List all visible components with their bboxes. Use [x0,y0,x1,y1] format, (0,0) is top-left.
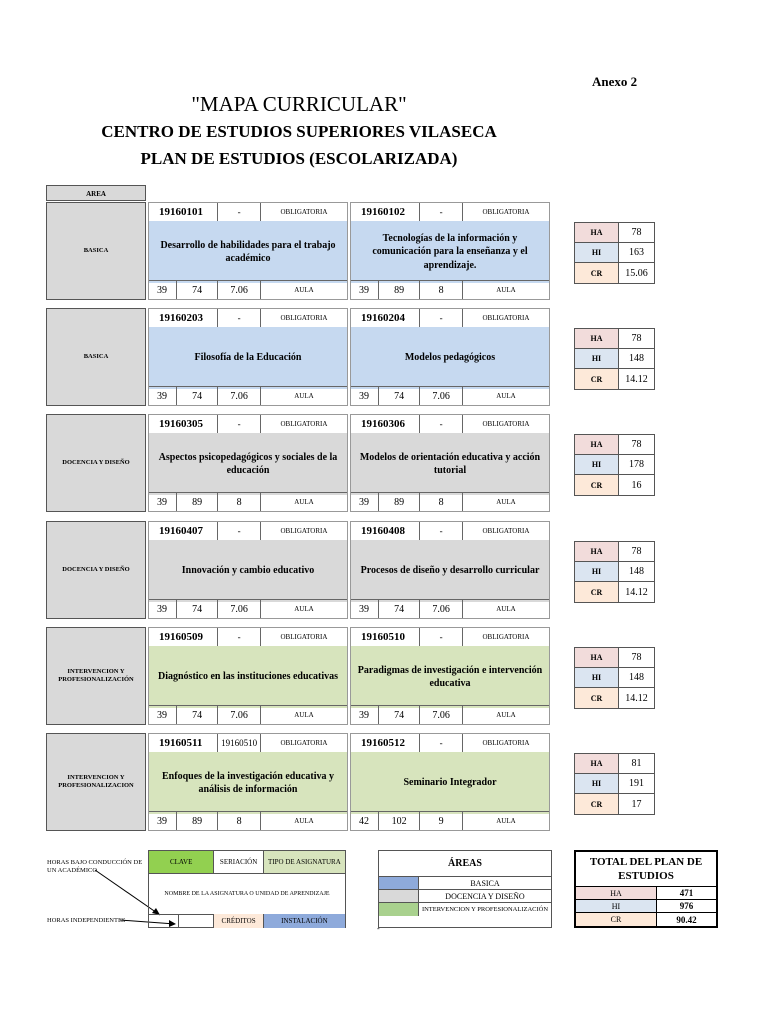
course-cr: 7.06 [420,706,463,724]
course-seriacion: - [218,628,261,646]
legend-tipo: TIPO DE ASIGNATURA [264,851,345,873]
totals-ha-label: HA [575,542,619,561]
totals-ha-value: 78 [631,652,642,663]
course-instalacion: AULA [294,392,314,400]
totals-cr-value: 14.12 [625,586,648,598]
course-code: 19160204 [351,309,420,327]
legend-hi-cell [179,914,215,928]
area-label: BASICA [46,308,146,406]
course-tipo: OBLIGATORIA [280,208,328,216]
totals-cr-value: 16 [631,479,642,491]
course-hi: 89 [177,812,219,830]
area-label: INTERVENCION Y PROFESIONALIZACIÓN [46,627,146,725]
course-hi: 74 [177,281,219,299]
course-hi: 74 [177,600,219,618]
totals-ha-value: 81 [631,758,642,769]
course-hi: 74 [177,387,219,405]
course-ha: 42 [351,812,379,830]
course-instalacion: AULA [294,286,314,294]
legend-nombre: NOMBRE DE LA ASIGNATURA O UNIDAD DE APRENDIZAJE [149,873,345,915]
course-instalacion: AULA [294,605,314,613]
course-code: 19160306 [351,415,420,433]
course-cr: 8 [420,493,463,511]
totals-cr-label: CR [575,794,619,814]
course-name: Innovación y cambio educativo [149,540,347,602]
course-tipo: OBLIGATORIA [482,527,530,535]
course-code: 19160509 [149,628,218,646]
course-seriacion: - [420,522,463,540]
course-name: Modelos de orientación educativa y acción tutorial [351,433,549,495]
course-ha: 39 [351,281,379,299]
areas-item-docencia: DOCENCIA Y DISEÑO [445,891,525,901]
course-cr: 8 [420,281,463,299]
course-tipo: OBLIGATORIA [280,739,328,747]
totals-cr-label: CR [575,688,619,708]
totals-hi-value: 148 [629,566,644,577]
area-label: DOCENCIA Y DISEÑO [46,521,146,619]
course-code: 19160101 [149,203,218,221]
legend-instalacion: INSTALACIÓN [264,914,345,928]
totals-cr-label: CR [575,263,619,283]
course-tipo: OBLIGATORIA [280,527,328,535]
swatch-docencia [379,890,419,902]
course-instalacion: AULA [496,817,516,825]
course-tipo: OBLIGATORIA [280,314,328,322]
course-code: 19160512 [351,734,420,752]
areas-legend [378,850,552,928]
course-instalacion: AULA [496,286,516,294]
course-name: Enfoques de la investigación educativa y análisis de información [149,752,347,814]
course-seriacion: - [420,734,463,752]
totals-hi-value: 163 [629,247,644,258]
course-ha: 39 [351,387,379,405]
course-seriacion: - [420,309,463,327]
area-label: INTERVENCION Y PROFESIONALIZACION [46,733,146,831]
totals-hi-label: HI [575,774,619,793]
course-ha: 39 [149,387,177,405]
course-name: Tecnologías de la información y comunicación para la enseñanza y el aprendizaje. [351,221,549,283]
course-code: 19160203 [149,309,218,327]
course-instalacion: AULA [496,605,516,613]
course-seriacion: - [218,309,261,327]
grand-hi-label: HI [576,900,657,912]
course-instalacion: AULA [294,711,314,719]
course-ha: 39 [149,706,177,724]
plan-subtitle: PLAN DE ESTUDIOS (ESCOLARIZADA) [140,149,458,168]
course-instalacion: AULA [496,498,516,506]
course-cr: 7.06 [420,387,463,405]
course-hi: 89 [379,493,421,511]
totals-hi-value: 191 [629,778,644,789]
grand-cr-label: CR [576,913,657,926]
course-name: Paradigmas de investigación e intervención educativa [351,646,549,708]
course-cr: 7.06 [218,387,261,405]
course-ha: 39 [149,812,177,830]
area-column-header: AREA [46,185,146,201]
course-hi: 74 [379,706,421,724]
course-instalacion: AULA [294,498,314,506]
course-seriacion: - [218,415,261,433]
annex-label: Anexo 2 [592,74,638,89]
course-hi: 74 [379,387,421,405]
totals-ha-label: HA [575,648,619,667]
course-instalacion: AULA [496,711,516,719]
grand-total-box [574,850,718,928]
course-cr: 8 [218,493,261,511]
course-ha: 39 [149,281,177,299]
totals-ha-label: HA [575,223,619,242]
grand-cr-value: 90.42 [676,914,697,925]
course-cr: 7.06 [420,600,463,618]
course-name: Procesos de diseño y desarrollo curricular [351,540,549,602]
course-code: 19160408 [351,522,420,540]
course-instalacion: AULA [294,817,314,825]
course-ha: 39 [351,706,379,724]
course-seriacion: - [218,203,261,221]
totals-cr-label: CR [575,475,619,495]
course-hi: 89 [379,281,421,299]
totals-ha-value: 78 [631,439,642,450]
course-cr: 9 [420,812,463,830]
totals-hi-label: HI [575,243,619,262]
dash-mark: - [377,924,380,933]
areas-item-intervencion: INTERVENCION Y PROFESIONALIZACIÓN [421,906,549,913]
totals-cr-label: CR [575,369,619,389]
course-seriacion: - [218,522,261,540]
totals-cr-value: 14.12 [625,692,648,704]
course-cr: 7.06 [218,600,261,618]
totals-ha-label: HA [575,754,619,773]
totals-cr-value: 14.12 [625,373,648,385]
course-tipo: OBLIGATORIA [482,739,530,747]
totals-cr-label: CR [575,582,619,602]
legend-box [148,850,346,928]
grand-ha-value: 471 [679,888,694,898]
area-label: BASICA [46,202,146,300]
totals-cr-value: 15.06 [625,267,648,279]
course-code: 19160407 [149,522,218,540]
course-seriacion: - [420,203,463,221]
grand-ha-label: HA [576,887,657,899]
grand-total-title: TOTAL DEL PLAN DE ESTUDIOS [576,852,716,887]
course-code: 19160305 [149,415,218,433]
course-code: 19160102 [351,203,420,221]
course-ha: 39 [149,493,177,511]
area-label: DOCENCIA Y DISEÑO [46,414,146,512]
course-name: Seminario Integrador [351,752,549,814]
totals-ha-value: 78 [631,227,642,238]
course-tipo: OBLIGATORIA [482,633,530,641]
totals-ha-value: 78 [631,546,642,557]
course-cr: 8 [218,812,261,830]
totals-ha-value: 78 [631,333,642,344]
course-hi: 89 [177,493,219,511]
areas-legend-title: ÁREAS [379,851,551,877]
course-hi: 102 [379,812,421,830]
totals-cr-value: 17 [631,798,642,810]
course-tipo: OBLIGATORIA [482,420,530,428]
course-cr: 7.06 [218,706,261,724]
totals-hi-label: HI [575,562,619,581]
course-code: 19160511 [149,734,218,752]
course-tipo: OBLIGATORIA [280,633,328,641]
horas-bajo-label: HORAS BAJO CONDUCCIÓN DE UN ACADÉMICO [47,859,143,875]
legend-creditos: CRÉDITOS [214,914,264,928]
course-seriacion: - [420,628,463,646]
course-seriacion: - [420,415,463,433]
course-name: Aspectos psicopedagógicos y sociales de la educación [149,433,347,495]
totals-hi-value: 178 [629,459,644,470]
course-seriacion: 19160510 [218,734,261,752]
course-name: Modelos pedagógicos [351,327,549,389]
course-ha: 39 [351,600,379,618]
course-code: 19160510 [351,628,420,646]
course-name: Desarrollo de habilidades para el trabajo académico [149,221,347,283]
swatch-basica [379,877,419,889]
page-title: "MAPA CURRICULAR" [191,92,407,116]
totals-hi-value: 148 [629,672,644,683]
course-hi: 74 [379,600,421,618]
swatch-intervencion [379,903,419,916]
course-cr: 7.06 [218,281,261,299]
totals-hi-label: HI [575,455,619,474]
institution-name: CENTRO DE ESTUDIOS SUPERIORES VILASECA [101,122,497,141]
course-ha: 39 [149,600,177,618]
course-tipo: OBLIGATORIA [482,208,530,216]
course-tipo: OBLIGATORIA [482,314,530,322]
legend-ha-cell [149,914,179,928]
course-instalacion: AULA [496,392,516,400]
areas-item-basica: BASICA [470,878,500,888]
legend-clave: CLAVE [149,851,214,873]
totals-hi-label: HI [575,349,619,368]
course-hi: 74 [177,706,219,724]
legend-seriacion: SERIACIÓN [214,851,264,873]
horas-independientes-label: HORAS INDEPENDIENTES [47,917,126,924]
totals-hi-label: HI [575,668,619,687]
totals-ha-label: HA [575,435,619,454]
course-tipo: OBLIGATORIA [280,420,328,428]
totals-ha-label: HA [575,329,619,348]
course-name: Filosofía de la Educación [149,327,347,389]
totals-hi-value: 148 [629,353,644,364]
course-name: Diagnóstico en las instituciones educativas [149,646,347,708]
course-ha: 39 [351,493,379,511]
grand-hi-value: 976 [679,901,694,911]
